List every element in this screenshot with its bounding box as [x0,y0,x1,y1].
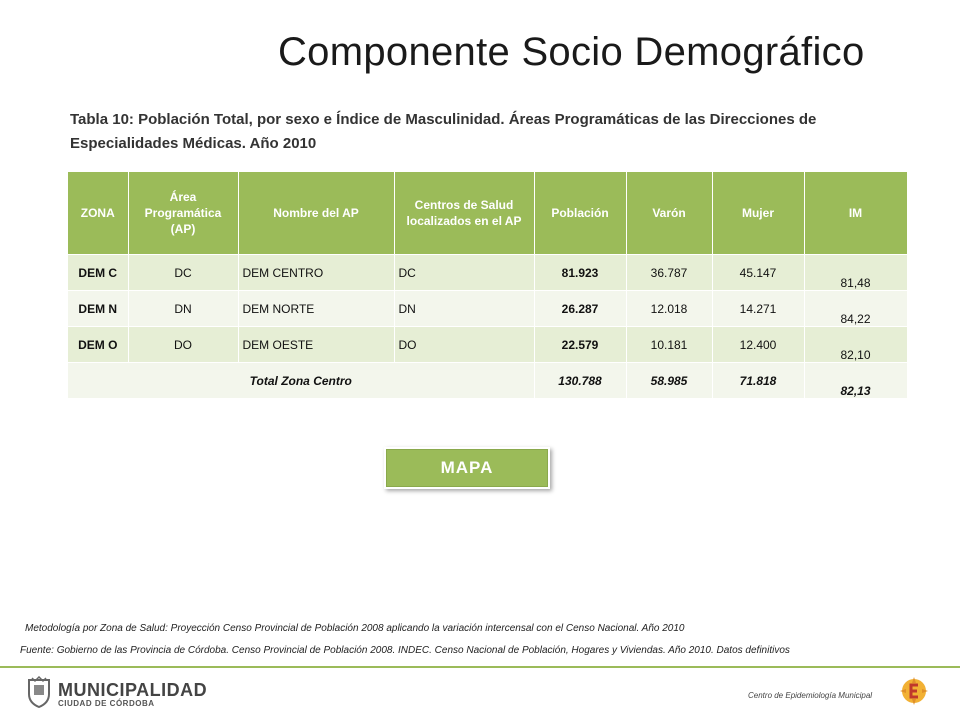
centro-epidemiologia-label: Centro de Epidemiología Municipal [748,691,873,700]
cell-total-varon: 58.985 [626,363,712,399]
epidemiologia-logo-icon [897,674,931,713]
fuente-note: Fuente: Gobierno de las Provincia de Córdoba. Censo Provincial de Población 2008. INDEC. Censo Nacional de Población, Hogares y Viviendas. Año 2010. Datos definitivos [20,645,790,656]
cell-total-mujer: 71.818 [712,363,804,399]
cell-centros: DN [394,291,534,327]
table-row [68,255,907,291]
cell-im: 84,22 [804,291,907,327]
population-table [68,172,908,398]
municipalidad-logo [26,676,207,713]
footer-divider [0,666,960,668]
header-area-programatica: Área Programática (AP) [128,172,238,255]
logo-sub-text: CIUDAD DE CÓRDOBA [58,699,155,708]
cell-varon: 12.018 [626,291,712,327]
header-poblacion: Población [534,172,626,255]
cell-centros: DO [394,327,534,363]
cell-varon: 10.181 [626,327,712,363]
header-centros-salud: Centros de Salud localizados en el AP [394,172,534,255]
cell-poblacion: 22.579 [534,327,626,363]
cell-ap: DO [128,327,238,363]
metodologia-note: Metodología por Zona de Salud: Proyección Censo Provincial de Población 2008 aplicando la variación intercensal con el Censo Nacional. Año 2010 [25,623,685,634]
cell-mujer: 12.400 [712,327,804,363]
cell-nombre: DEM OESTE [238,327,394,363]
cell-zona: DEM C [68,255,128,291]
logo-main-text: MUNICIPALIDAD [58,680,208,700]
cell-centros: DC [394,255,534,291]
cell-mujer: 14.271 [712,291,804,327]
cell-nombre: DEM CENTRO [238,255,394,291]
table-caption: Tabla 10: Población Total, por sexo e Índice de Masculinidad. Áreas Programáticas de las Direcciones de Especialidades Médicas. Año 2010 [70,111,817,152]
cell-mujer: 45.147 [712,255,804,291]
mapa-button[interactable]: MAPA [384,447,550,489]
cell-im: 81,48 [804,255,907,291]
cell-nombre: DEM NORTE [238,291,394,327]
cell-ap: DC [128,255,238,291]
cell-varon: 36.787 [626,255,712,291]
page-title: Componente Socio Demográfico [278,30,865,74]
cell-total-poblacion: 130.788 [534,363,626,399]
table-row [68,291,907,327]
header-nombre-ap: Nombre del AP [238,172,394,255]
cell-zona: DEM O [68,327,128,363]
table-total-row [68,363,907,399]
cell-poblacion: 81.923 [534,255,626,291]
cell-poblacion: 26.287 [534,291,626,327]
header-im: IM [804,172,907,255]
cell-total-im: 82,13 [804,363,907,399]
header-mujer: Mujer [712,172,804,255]
table-row [68,327,907,363]
cell-ap: DN [128,291,238,327]
cell-total-label: Total Zona Centro [68,363,534,399]
coat-of-arms-icon [26,676,52,713]
cell-im: 82,10 [804,327,907,363]
table-header-row [68,172,907,255]
cell-zona: DEM N [68,291,128,327]
header-varon: Varón [626,172,712,255]
header-zona: ZONA [68,172,128,255]
